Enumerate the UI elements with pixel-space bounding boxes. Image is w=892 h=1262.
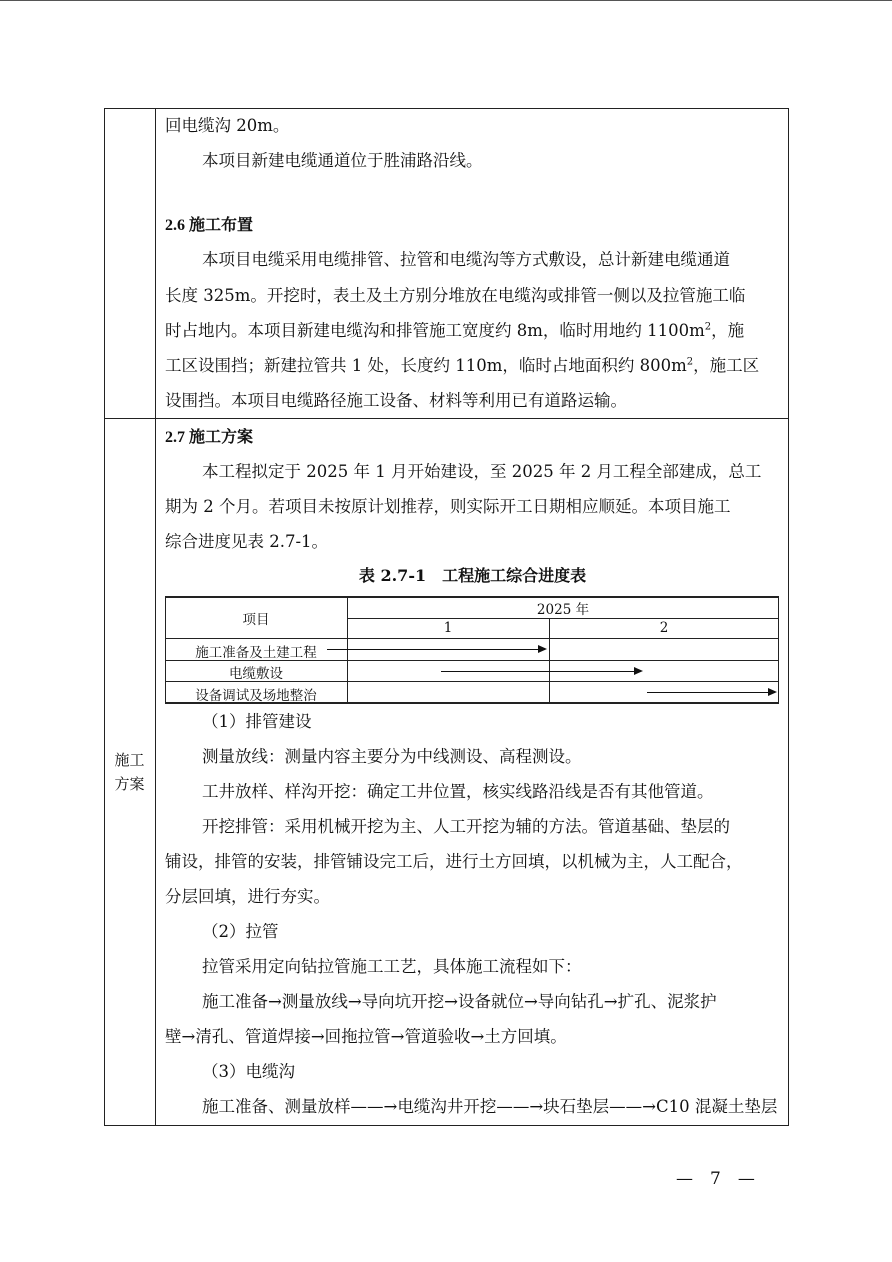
paragraph: 本项目新建电缆通道位于胜浦路沿线。 bbox=[202, 151, 483, 170]
section-heading: 2.6 施工布置 bbox=[165, 217, 254, 234]
subheading: （3）电缆沟 bbox=[202, 1062, 295, 1081]
paragraph: 拉管采用定向钻拉管施工工艺，具体施工流程如下： bbox=[202, 957, 582, 976]
superscript: 2 bbox=[686, 356, 694, 368]
text-run: ，施工区 bbox=[693, 356, 760, 375]
row-label: 电缆敷设 bbox=[229, 666, 283, 682]
paragraph: 施工准备→测量放线→导向坑开挖→设备就位→导向钻孔→扩孔、泥浆护 bbox=[202, 992, 717, 1011]
paragraph: 铺设，排管的安装，排管铺设完工后，进行土方回填，以机械为主，人工配合， bbox=[165, 852, 743, 871]
col-header-month: 2 bbox=[659, 620, 669, 636]
col-header-year: 2025 年 bbox=[536, 602, 590, 618]
paragraph: 测量放线：测量内容主要分为中线测设、高程测设。 bbox=[202, 747, 582, 766]
section-heading: 2.7 施工方案 bbox=[165, 429, 254, 446]
schedule-table bbox=[165, 596, 779, 704]
col-header-item: 项目 bbox=[242, 612, 270, 628]
column-divider bbox=[155, 108, 156, 1126]
gantt-arrow bbox=[441, 671, 641, 672]
paragraph: 本工程拟定于 2025 年 1 月开始建设，至 2025 年 2 月工程全部建成，总工 bbox=[202, 462, 762, 481]
side-cell bbox=[104, 419, 155, 1125]
row-label: 设备调试及场地整治 bbox=[195, 688, 317, 704]
paragraph: 施工准备、测量放样——→电缆沟井开挖——→块石垫层——→C10 混凝土垫层 bbox=[202, 1097, 778, 1116]
text-run: ，施 bbox=[711, 321, 745, 340]
table-caption: 表 2.7-1 工程施工综合进度表 bbox=[358, 566, 587, 585]
paragraph bbox=[165, 317, 780, 341]
paragraph: 本项目电缆采用电缆排管、拉管和电缆沟等方式敷设，总计新建电缆通道 bbox=[202, 250, 730, 269]
paragraph: 长度 325m。开挖时，表土及土方别分堆放在电缆沟或排管一侧以及拉管施工临 bbox=[165, 286, 746, 305]
col-header-month: 1 bbox=[443, 620, 453, 636]
row-label: 施工准备及土建工程 bbox=[195, 645, 317, 661]
paragraph: 综合进度见表 2.7-1。 bbox=[165, 532, 329, 551]
text-run: 时占地内。本项目新建电缆沟和排管施工宽度约 8m，临时用地约 1100m bbox=[165, 321, 705, 340]
gantt-arrow bbox=[647, 692, 775, 693]
paragraph: 期为 2 个月。若项目未按原计划推荐，则实际开工日期相应顺延。本项目施工 bbox=[165, 497, 731, 516]
paragraph bbox=[165, 352, 780, 376]
paragraph: 设围挡。本项目电缆路径施工设备、材料等利用已有道路运输。 bbox=[165, 391, 627, 410]
superscript: 2 bbox=[704, 321, 712, 333]
side-label: 施工方案 bbox=[114, 751, 145, 793]
page-number: — 7 — bbox=[676, 1169, 755, 1189]
paragraph: 壁→清孔、管道焊接→回拖拉管→管道验收→土方回填。 bbox=[165, 1027, 567, 1046]
top-rule bbox=[0, 0, 892, 1]
paragraph: 回电缆沟 20m。 bbox=[165, 116, 290, 135]
paragraph: 分层回填，进行夯实。 bbox=[165, 887, 330, 906]
text-run: 工区设围挡；新建拉管共 1 处，长度约 110m，临时占地面积约 800m bbox=[165, 356, 687, 375]
paragraph: 开挖排管：采用机械开挖为主、人工开挖为辅的方法。管道基础、垫层的 bbox=[202, 817, 730, 836]
subheading: （1）排管建设 bbox=[202, 712, 312, 731]
row-divider bbox=[104, 418, 789, 419]
subheading: （2）拉管 bbox=[202, 922, 279, 941]
gantt-arrow bbox=[327, 649, 545, 650]
paragraph: 工井放样、样沟开挖：确定工井位置，核实线路沿线是否有其他管道。 bbox=[202, 782, 714, 801]
